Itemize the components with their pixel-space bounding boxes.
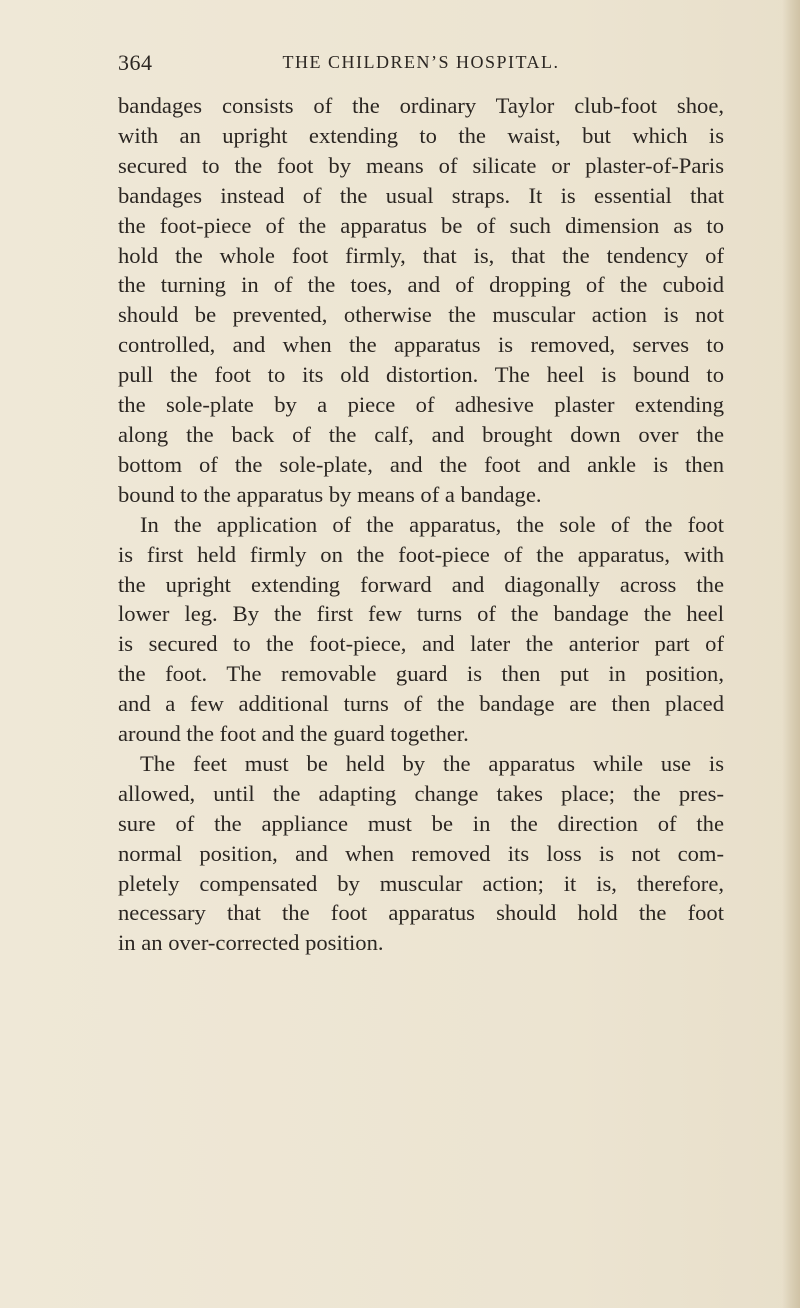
text-line: controlled, and when the apparatus is removed, serves to: [118, 332, 724, 358]
text-line: in an over-corrected position.: [118, 930, 384, 956]
text-line: should be prevented, otherwise the muscular action is not: [118, 302, 724, 328]
page-header: [118, 50, 724, 80]
body-text: [118, 91, 724, 958]
text-line: the sole-plate by a piece of adhesive plaster extending: [118, 392, 724, 418]
text-line: is secured to the foot-piece, and later the anterior part of: [118, 631, 724, 657]
text-line: lower leg. By the first few turns of the bandage the heel: [118, 601, 724, 627]
text-line: allowed, until the adapting change takes place; the pres-: [118, 780, 724, 806]
text-line: hold the whole foot firmly, that is, that the tendency of: [118, 242, 724, 268]
text-line: bandages consists of the ordinary Taylor club-foot shoe,: [118, 93, 724, 118]
text-line: necessary that the foot apparatus should hold the foot: [118, 900, 724, 926]
text-line: bound to the apparatus by means of a bandage.: [118, 481, 542, 507]
text-line: and a few additional turns of the bandage are then placed: [118, 691, 724, 717]
text-line: In the application of the apparatus, the sole of the foot: [140, 511, 724, 537]
text-line: pletely compensated by muscular action; it is, therefore,: [118, 870, 724, 896]
text-line: The feet must be held by the apparatus while use is: [140, 750, 724, 776]
page-edge: [782, 0, 800, 1308]
page-number: 364: [118, 50, 153, 75]
running-head: THE CHILDREN’S HOSPITAL.: [282, 52, 560, 72]
text-line: is first held firmly on the foot-piece of the apparatus, with: [118, 541, 724, 567]
text-line: normal position, and when removed its loss is not com-: [118, 840, 724, 866]
text-line: the turning in of the toes, and of dropping of the cuboid: [118, 272, 724, 298]
text-line: the foot. The removable guard is then put in position,: [118, 661, 724, 687]
text-line: secured to the foot by means of silicate or plaster-of-Paris: [118, 152, 724, 178]
text-line: with an upright extending to the waist, but which is: [118, 122, 724, 148]
text-line: the upright extending forward and diagonally across the: [118, 571, 724, 597]
text-line: the foot-piece of the apparatus be of such dimension as to: [118, 212, 724, 238]
text-line: around the foot and the guard together.: [118, 721, 469, 747]
text-line: bottom of the sole-plate, and the foot and ankle is then: [118, 451, 724, 477]
text-line: bandages instead of the usual straps. It is essential that: [118, 182, 724, 208]
text-line: sure of the appliance must be in the direction of the: [118, 810, 724, 836]
text-line: pull the foot to its old distortion. The heel is bound to: [118, 362, 724, 388]
text-line: along the back of the calf, and brought down over the: [118, 421, 724, 447]
